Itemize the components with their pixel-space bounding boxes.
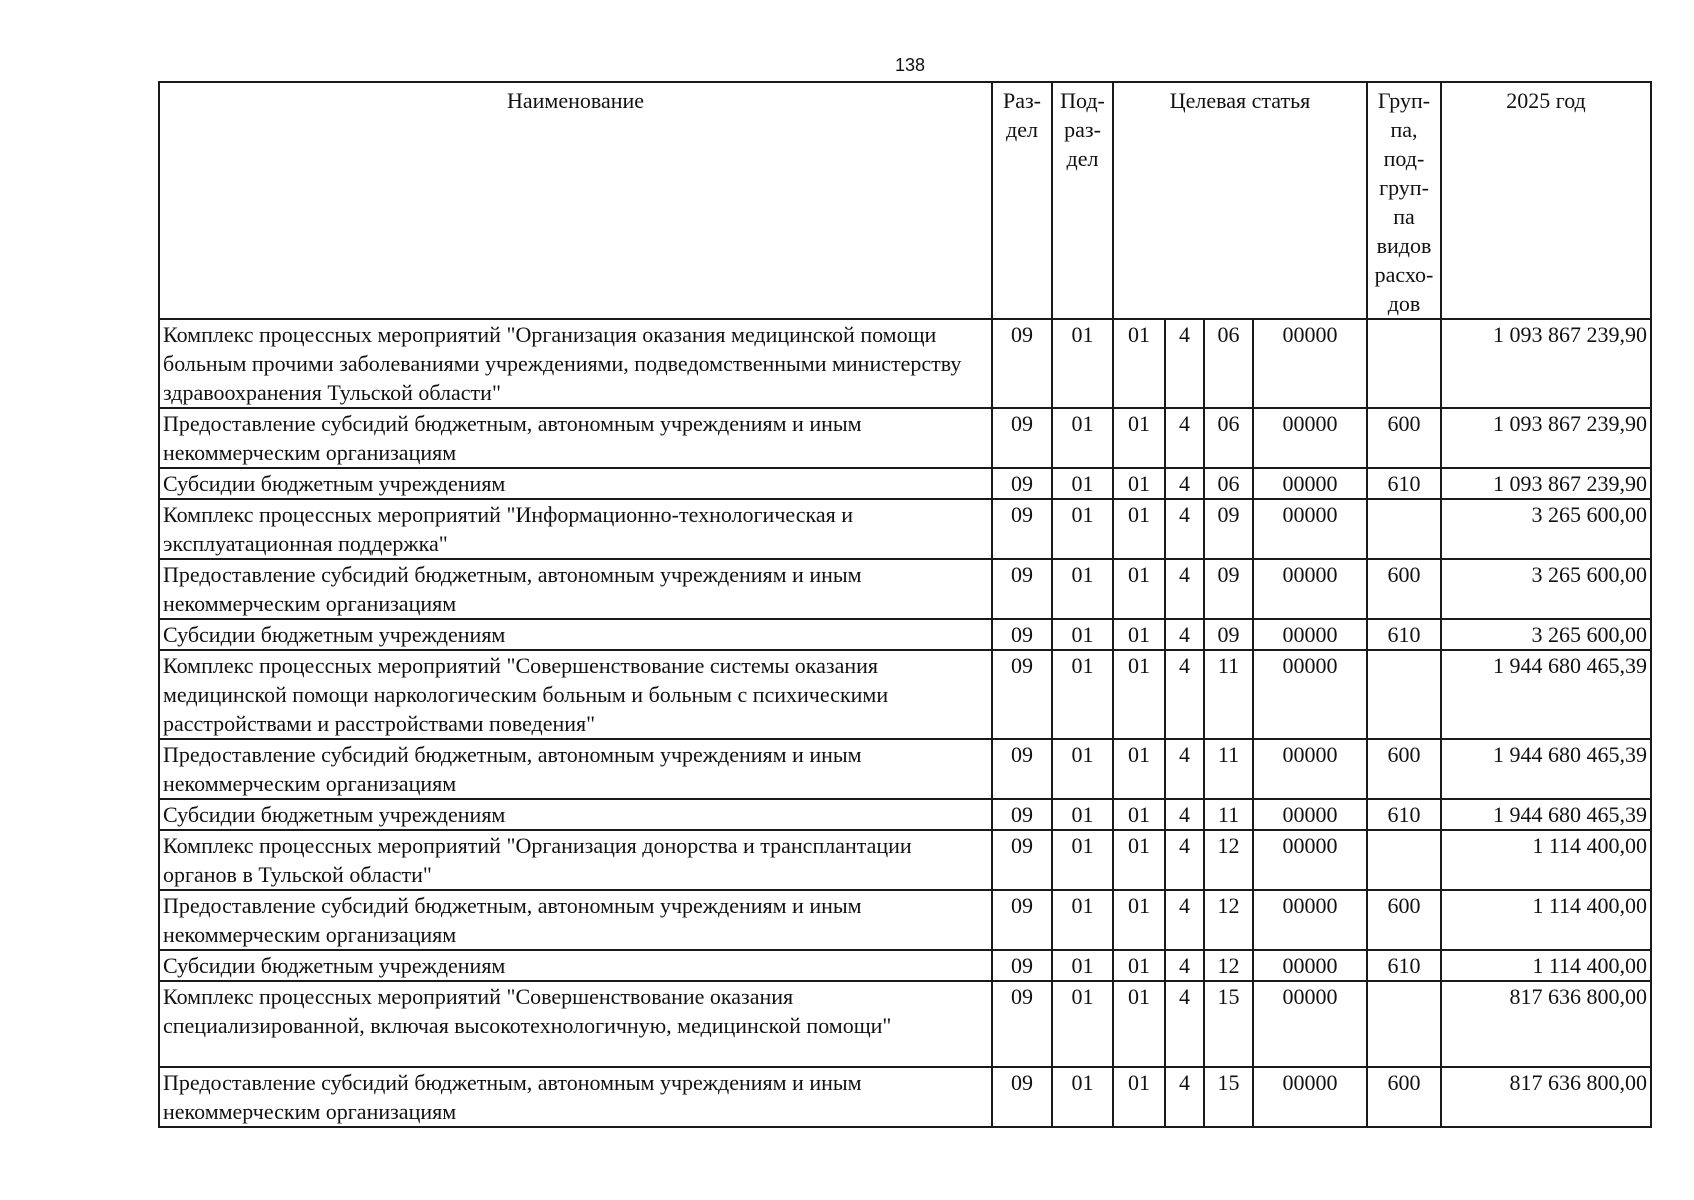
row-target-type: 4: [1165, 1067, 1204, 1127]
row-target-program: 01: [1113, 981, 1165, 1067]
table-row: [159, 559, 1651, 619]
row-amount: 1 093 867 239,90: [1441, 468, 1651, 499]
header-section: [992, 82, 1052, 319]
row-expense-group: 600: [1367, 408, 1441, 468]
header-target-article: Целевая статья: [1113, 82, 1367, 319]
row-name: Субсидии бюджетным учреждениям: [159, 950, 992, 981]
header-subsection: [1052, 82, 1113, 319]
row-section: 09: [992, 650, 1052, 739]
row-target-program: 01: [1113, 950, 1165, 981]
table-row: [159, 950, 1651, 981]
row-target-type: 4: [1165, 890, 1204, 950]
row-subsection: 01: [1052, 559, 1113, 619]
row-amount: 3 265 600,00: [1441, 559, 1651, 619]
row-subsection: 01: [1052, 499, 1113, 559]
row-amount: 1 114 400,00: [1441, 830, 1651, 890]
row-subsection: 01: [1052, 799, 1113, 830]
header-row: [159, 82, 1651, 319]
row-name: Предоставление субсидий бюджетным, автономным учреждениям и иным некоммерческим организациям: [159, 559, 992, 619]
row-target-complex: 09: [1204, 499, 1253, 559]
header-section-label: Раз- дел: [1002, 88, 1042, 142]
row-target-type: 4: [1165, 799, 1204, 830]
row-target-direction: 00000: [1253, 319, 1367, 408]
row-target-complex: 12: [1204, 890, 1253, 950]
row-target-direction: 00000: [1253, 408, 1367, 468]
row-target-direction: 00000: [1253, 830, 1367, 890]
row-expense-group: 600: [1367, 559, 1441, 619]
table-row: [159, 468, 1651, 499]
header-year: 2025 год: [1441, 82, 1651, 319]
row-section: 09: [992, 499, 1052, 559]
row-subsection: 01: [1052, 408, 1113, 468]
row-target-program: 01: [1113, 468, 1165, 499]
row-target-program: 01: [1113, 619, 1165, 650]
row-amount: 1 944 680 465,39: [1441, 650, 1651, 739]
row-subsection: 01: [1052, 830, 1113, 890]
row-name: Комплекс процессных мероприятий "Совершенствование оказания специализированной, включая высокотехнологичную, медицинской помощи": [159, 981, 992, 1067]
table-row: [159, 408, 1651, 468]
row-section: 09: [992, 619, 1052, 650]
row-target-complex: 12: [1204, 950, 1253, 981]
row-target-type: 4: [1165, 830, 1204, 890]
row-section: 09: [992, 830, 1052, 890]
row-name: Субсидии бюджетным учреждениям: [159, 799, 992, 830]
row-target-direction: 00000: [1253, 499, 1367, 559]
row-target-direction: 00000: [1253, 950, 1367, 981]
row-target-direction: 00000: [1253, 650, 1367, 739]
row-name: Предоставление субсидий бюджетным, автономным учреждениям и иным некоммерческим организациям: [159, 408, 992, 468]
row-target-program: 01: [1113, 890, 1165, 950]
row-target-complex: 15: [1204, 981, 1253, 1067]
row-target-complex: 11: [1204, 799, 1253, 830]
header-subsection-label: Под- раз- дел: [1060, 88, 1105, 171]
row-target-type: 4: [1165, 559, 1204, 619]
row-expense-group: 600: [1367, 739, 1441, 799]
row-target-type: 4: [1165, 981, 1204, 1067]
row-expense-group: 610: [1367, 619, 1441, 650]
row-section: 09: [992, 981, 1052, 1067]
row-subsection: 01: [1052, 1067, 1113, 1127]
row-target-program: 01: [1113, 739, 1165, 799]
row-name: Субсидии бюджетным учреждениям: [159, 619, 992, 650]
row-name: Предоставление субсидий бюджетным, автономным учреждениям и иным некоммерческим организациям: [159, 739, 992, 799]
row-target-type: 4: [1165, 739, 1204, 799]
table-row: [159, 619, 1651, 650]
row-target-type: 4: [1165, 319, 1204, 408]
table-row: [159, 1067, 1651, 1127]
row-target-complex: 06: [1204, 319, 1253, 408]
row-expense-group: [1367, 650, 1441, 739]
row-target-type: 4: [1165, 408, 1204, 468]
row-expense-group: 610: [1367, 950, 1441, 981]
row-subsection: 01: [1052, 950, 1113, 981]
header-expense-group-label: Груп- па, под- груп- па видов расхо- дов: [1374, 88, 1434, 316]
row-subsection: 01: [1052, 981, 1113, 1067]
row-subsection: 01: [1052, 468, 1113, 499]
row-target-complex: 15: [1204, 1067, 1253, 1127]
row-name: Предоставление субсидий бюджетным, автономным учреждениям и иным некоммерческим организациям: [159, 890, 992, 950]
row-target-program: 01: [1113, 499, 1165, 559]
table-row: [159, 319, 1651, 408]
row-amount: 1 114 400,00: [1441, 890, 1651, 950]
row-target-complex: 06: [1204, 468, 1253, 499]
row-section: 09: [992, 468, 1052, 499]
row-amount: 3 265 600,00: [1441, 619, 1651, 650]
row-target-program: 01: [1113, 1067, 1165, 1127]
row-target-type: 4: [1165, 619, 1204, 650]
row-name: Комплекс процессных мероприятий "Совершенствование системы оказания медицинской помощи наркологическим больным и больным с психическими расстройствами и расстройствами поведения": [159, 650, 992, 739]
row-expense-group: [1367, 830, 1441, 890]
row-subsection: 01: [1052, 619, 1113, 650]
table-row: [159, 799, 1651, 830]
row-expense-group: [1367, 319, 1441, 408]
budget-table: [158, 81, 1652, 1128]
row-subsection: 01: [1052, 650, 1113, 739]
row-target-complex: 09: [1204, 619, 1253, 650]
row-name: Комплекс процессных мероприятий "Организация оказания медицинской помощи больным прочими заболеваниями учреждениями, подведомственными министерству здравоохранения Тульской области": [159, 319, 992, 408]
row-expense-group: [1367, 499, 1441, 559]
page-number: 138: [894, 55, 926, 75]
table-row: [159, 981, 1651, 1067]
row-expense-group: 610: [1367, 468, 1441, 499]
table-row: [159, 739, 1651, 799]
row-target-type: 4: [1165, 650, 1204, 739]
header-expense-group: [1367, 82, 1441, 319]
row-amount: 1 114 400,00: [1441, 950, 1651, 981]
row-target-direction: 00000: [1253, 619, 1367, 650]
row-target-type: 4: [1165, 499, 1204, 559]
table-row: [159, 890, 1651, 950]
row-target-complex: 12: [1204, 830, 1253, 890]
row-amount: 1 093 867 239,90: [1441, 319, 1651, 408]
row-target-complex: 06: [1204, 408, 1253, 468]
row-target-direction: 00000: [1253, 981, 1367, 1067]
table-row: [159, 650, 1651, 739]
row-amount: 1 944 680 465,39: [1441, 799, 1651, 830]
row-target-direction: 00000: [1253, 890, 1367, 950]
row-name: Комплекс процессных мероприятий "Организация донорства и трансплантации органов в Тульской области": [159, 830, 992, 890]
row-target-direction: 00000: [1253, 468, 1367, 499]
row-section: 09: [992, 799, 1052, 830]
row-name: Комплекс процессных мероприятий "Информационно-технологическая и эксплуатационная поддержка": [159, 499, 992, 559]
row-section: 09: [992, 408, 1052, 468]
row-target-program: 01: [1113, 408, 1165, 468]
row-section: 09: [992, 890, 1052, 950]
row-target-complex: 11: [1204, 739, 1253, 799]
row-target-program: 01: [1113, 319, 1165, 408]
row-subsection: 01: [1052, 890, 1113, 950]
row-subsection: 01: [1052, 739, 1113, 799]
row-amount: 1 093 867 239,90: [1441, 408, 1651, 468]
row-section: 09: [992, 950, 1052, 981]
table-row: [159, 830, 1651, 890]
row-target-type: 4: [1165, 468, 1204, 499]
row-target-program: 01: [1113, 830, 1165, 890]
row-expense-group: 600: [1367, 890, 1441, 950]
row-section: 09: [992, 319, 1052, 408]
row-target-direction: 00000: [1253, 1067, 1367, 1127]
row-target-complex: 11: [1204, 650, 1253, 739]
row-expense-group: 610: [1367, 799, 1441, 830]
row-section: 09: [992, 1067, 1052, 1127]
row-subsection: 01: [1052, 319, 1113, 408]
row-target-program: 01: [1113, 799, 1165, 830]
header-name: Наименование: [159, 82, 992, 319]
row-section: 09: [992, 559, 1052, 619]
row-target-program: 01: [1113, 650, 1165, 739]
row-target-direction: 00000: [1253, 799, 1367, 830]
table-row: [159, 499, 1651, 559]
row-section: 09: [992, 739, 1052, 799]
row-amount: 3 265 600,00: [1441, 499, 1651, 559]
row-expense-group: [1367, 981, 1441, 1067]
row-amount: 817 636 800,00: [1441, 981, 1651, 1067]
row-amount: 817 636 800,00: [1441, 1067, 1651, 1127]
row-name: Субсидии бюджетным учреждениям: [159, 468, 992, 499]
row-target-direction: 00000: [1253, 739, 1367, 799]
row-target-direction: 00000: [1253, 559, 1367, 619]
row-expense-group: 600: [1367, 1067, 1441, 1127]
row-target-type: 4: [1165, 950, 1204, 981]
row-amount: 1 944 680 465,39: [1441, 739, 1651, 799]
row-name: Предоставление субсидий бюджетным, автономным учреждениям и иным некоммерческим организациям: [159, 1067, 992, 1127]
row-target-program: 01: [1113, 559, 1165, 619]
row-target-complex: 09: [1204, 559, 1253, 619]
